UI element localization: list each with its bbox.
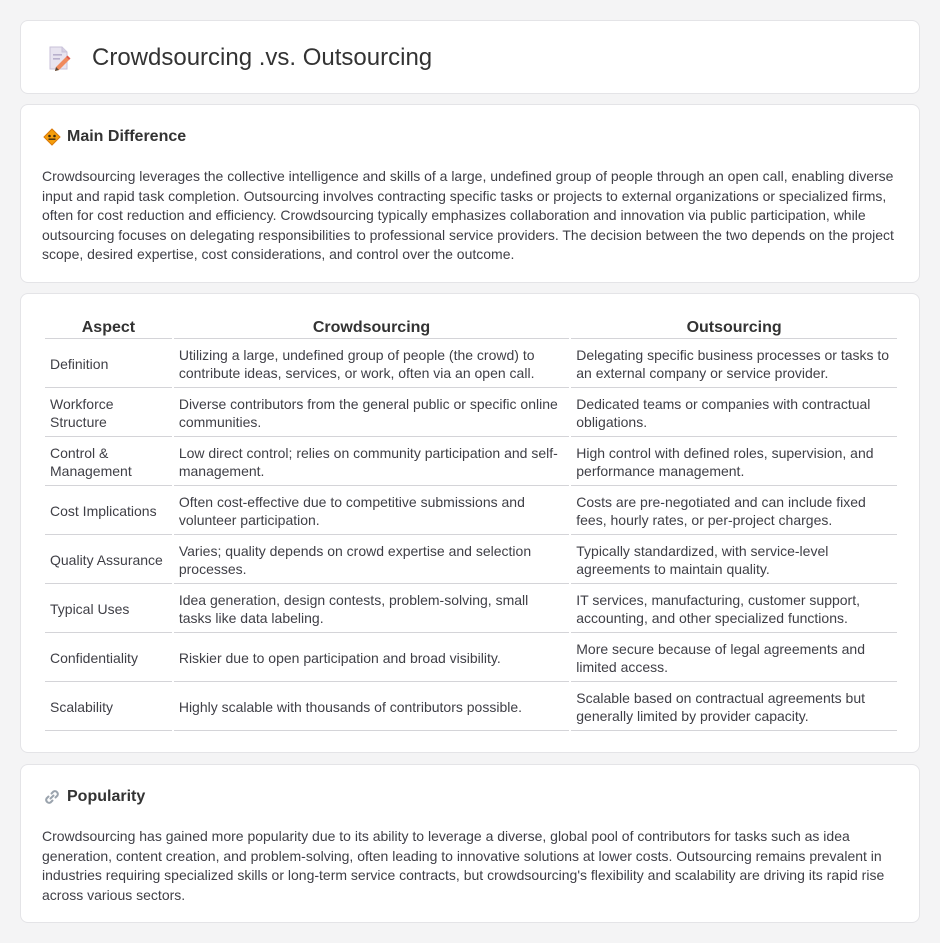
table-header-row — [45, 318, 897, 339]
header-crowdsourcing: Crowdsourcing — [174, 318, 569, 339]
table-row — [45, 586, 897, 633]
aspect-cell: Confidentiality — [45, 635, 172, 682]
crowdsourcing-cell: Utilizing a large, undefined group of people (the crowd) to contribute ideas, services, or work, often via an open call. — [174, 341, 569, 388]
popularity-header — [43, 787, 145, 807]
diamond-sign-icon — [43, 128, 61, 146]
comparison-card — [20, 293, 920, 753]
outsourcing-cell: High control with defined roles, supervision, and performance management. — [571, 439, 897, 486]
page-title: Crowdsourcing .vs. Outsourcing — [92, 44, 433, 71]
crowdsourcing-cell: Low direct control; relies on community participation and self-management. — [174, 439, 569, 486]
aspect-cell: Workforce Structure — [45, 390, 172, 437]
document-pencil-icon — [47, 45, 71, 71]
main-difference-header — [43, 127, 186, 147]
crowdsourcing-cell: Idea generation, design contests, problem-solving, small tasks like data labeling. — [174, 586, 569, 633]
table-row — [45, 684, 897, 731]
table-row — [45, 537, 897, 584]
crowdsourcing-cell: Highly scalable with thousands of contributors possible. — [174, 684, 569, 731]
header-outsourcing: Outsourcing — [571, 318, 897, 339]
outsourcing-cell: IT services, manufacturing, customer support, accounting, and other specialized functions. — [571, 586, 897, 633]
aspect-cell: Cost Implications — [45, 488, 172, 535]
main-difference-heading: Main Difference — [67, 128, 187, 145]
aspect-cell: Scalability — [45, 684, 172, 731]
crowdsourcing-cell: Varies; quality depends on crowd expertise and selection processes. — [174, 537, 569, 584]
link-icon — [43, 788, 61, 806]
crowdsourcing-cell: Often cost-effective due to competitive submissions and volunteer participation. — [174, 488, 569, 535]
aspect-cell: Definition — [45, 341, 172, 388]
outsourcing-cell: Costs are pre-negotiated and can include fixed fees, hourly rates, or per-project charges. — [571, 488, 897, 535]
aspect-cell: Control & Management — [45, 439, 172, 486]
crowdsourcing-cell: Riskier due to open participation and broad visibility. — [174, 635, 569, 682]
comparison-table — [43, 316, 899, 733]
table-row — [45, 439, 897, 486]
table-row — [45, 635, 897, 682]
main-difference-card — [20, 104, 920, 283]
outsourcing-cell: More secure because of legal agreements and limited access. — [571, 635, 897, 682]
popularity-text: Crowdsourcing has gained more popularity due to its ability to leverage a diverse, global pool of contributors for tasks such as idea generation, content creation, and problem-solving, often leading to innovative solutions at lower costs. Outsourcing remains prevalent in industries requiring specialized skills or long-term service contracts, but crowdsourcing's flexibility and scalability are driving its rapid rise across various sectors. — [42, 828, 885, 903]
outsourcing-cell: Scalable based on contractual agreements but generally limited by provider capacity. — [571, 684, 897, 731]
table-row — [45, 390, 897, 437]
outsourcing-cell: Dedicated teams or companies with contractual obligations. — [571, 390, 897, 437]
outsourcing-cell: Delegating specific business processes or tasks to an external company or service provider. — [571, 341, 897, 388]
aspect-cell: Typical Uses — [45, 586, 172, 633]
aspect-cell: Quality Assurance — [45, 537, 172, 584]
popularity-heading: Popularity — [67, 788, 146, 805]
outsourcing-cell: Typically standardized, with service-level agreements to maintain quality. — [571, 537, 897, 584]
crowdsourcing-cell: Diverse contributors from the general public or specific online communities. — [174, 390, 569, 437]
main-difference-text: Crowdsourcing leverages the collective intelligence and skills of a large, undefined group of people through an open call, enabling diverse input and rapid task completion. Outsourcing involves contracting specific tasks or projects to external organizations or specialized firms, often for cost reduction and efficiency. Crowdsourcing typically emphasizes collaboration and innovation via public participation, while outsourcing focuses on delegating responsibilities to professional service providers. The decision between the two depends on the project scope, desired expertise, cost considerations, and control over the outcome. — [42, 168, 894, 263]
popularity-card — [20, 764, 920, 923]
title-card — [20, 20, 920, 94]
table-row — [45, 488, 897, 535]
table-row — [45, 341, 897, 388]
header-aspect: Aspect — [45, 318, 172, 339]
